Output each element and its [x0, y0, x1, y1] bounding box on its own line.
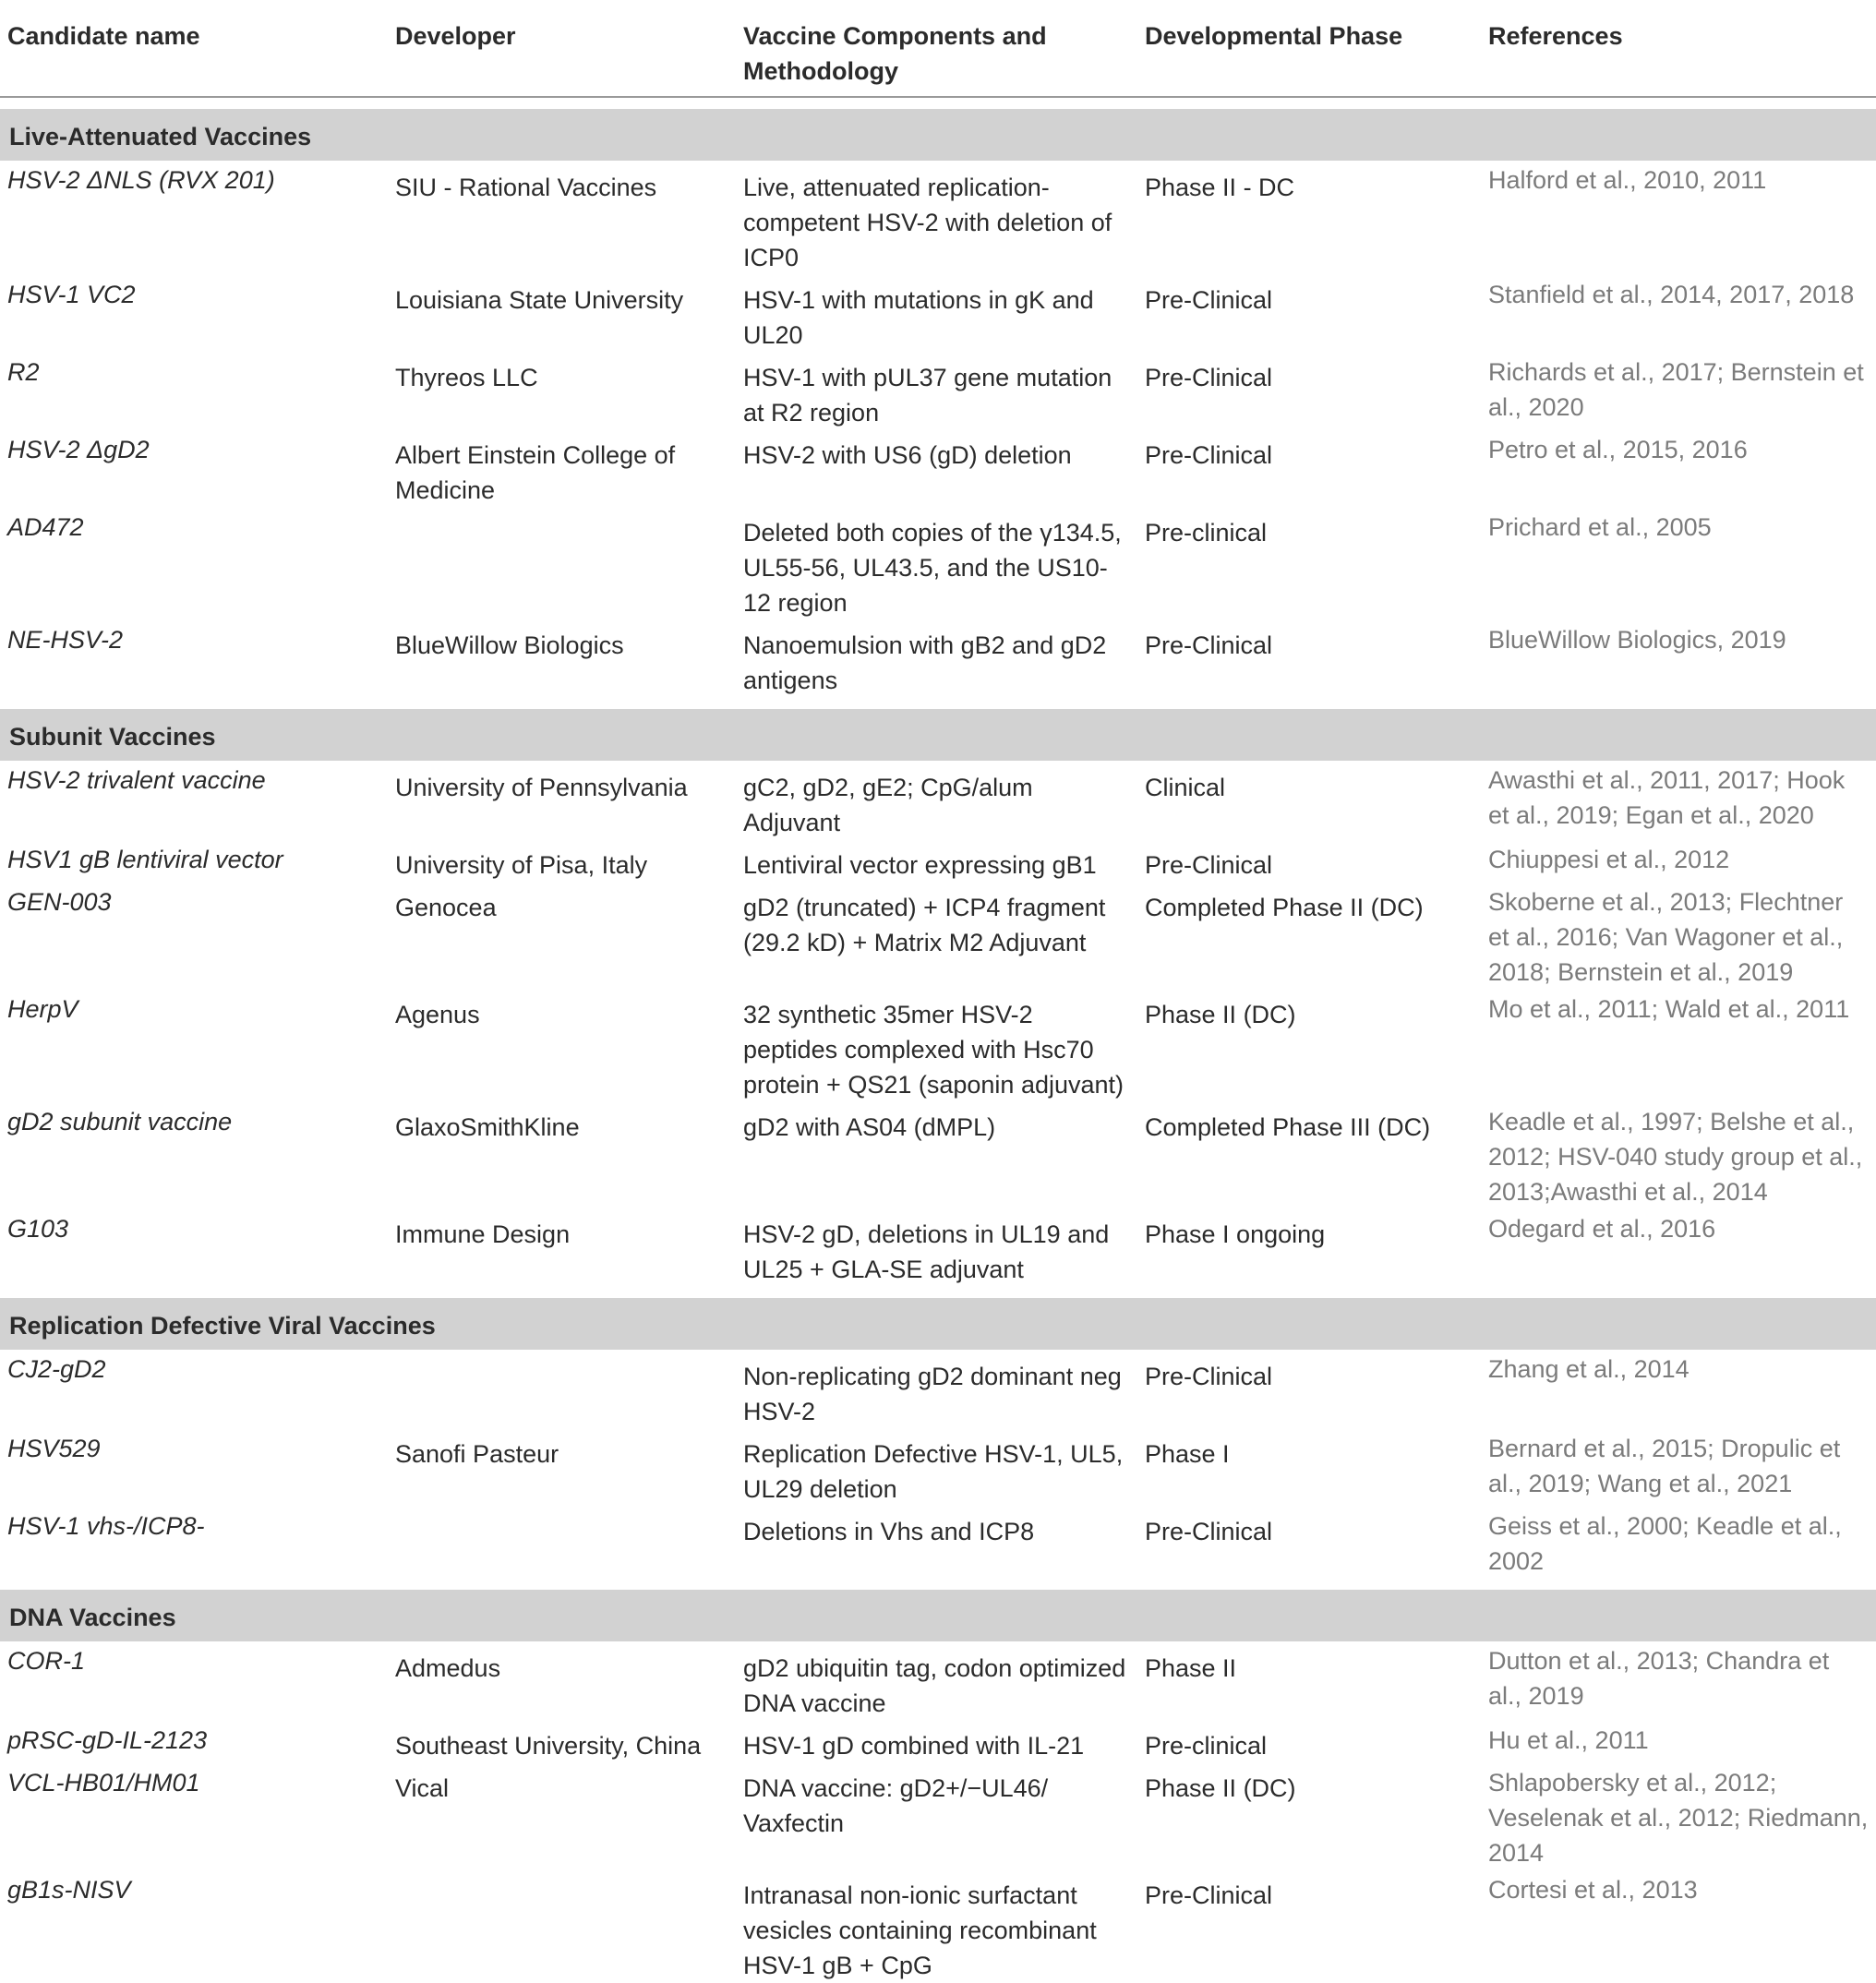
table-row [0, 1763, 1876, 1870]
table-row [0, 1429, 1876, 1507]
table-row [0, 1870, 1876, 1983]
section-header-row [0, 109, 1876, 161]
table-row [0, 840, 1876, 883]
table-row [0, 508, 1876, 620]
candidate-name-cell: R2 [7, 358, 40, 386]
header-candidate-name: Candidate name [0, 0, 388, 97]
candidate-name-cell: VCL-HB01/HM01 [7, 1769, 200, 1797]
candidate-name-cell: HSV-1 VC2 [7, 281, 136, 308]
header-phase: Developmental Phase [1137, 0, 1481, 97]
components-cell: Lentiviral vector expressing gB1 [743, 851, 1097, 879]
section-spacer [0, 1579, 1876, 1590]
spacer-cell [0, 698, 1876, 709]
table-row [0, 761, 1876, 840]
components-cell: DNA vaccine: gD2+/−UL46/ Vaxfectin [743, 1774, 1049, 1837]
components-cell: Replication Defective HSV-1, UL5, UL29 deletion [743, 1440, 1124, 1503]
candidate-name-cell: GEN-003 [7, 888, 112, 916]
references-cell: Stanfield et al., 2014, 2017, 2018 [1488, 281, 1855, 308]
table-row [0, 1641, 1876, 1721]
candidate-name-cell: G103 [7, 1215, 69, 1243]
developer-cell: Louisiana State University [395, 286, 684, 314]
table-row [0, 990, 1876, 1102]
references-cell: Bernard et al., 2015; Dropulic et al., 2019; Wang et al., 2021 [1488, 1435, 1841, 1497]
components-cell: Non-replicating gD2 dominant neg HSV-2 [743, 1363, 1122, 1425]
references-cell: Prichard et al., 2005 [1488, 513, 1712, 541]
header-developer: Developer [388, 0, 736, 97]
components-cell: gD2 with AS04 (dMPL) [743, 1113, 996, 1141]
references-cell: Cortesi et al., 2013 [1488, 1876, 1698, 1904]
phase-cell: Completed Phase II (DC) [1145, 894, 1424, 921]
phase-cell: Pre-Clinical [1145, 631, 1273, 659]
components-cell: HSV-2 gD, deletions in UL19 and UL25 + GLA-SE adjuvant [743, 1220, 1110, 1283]
header-references: References [1481, 0, 1876, 97]
references-cell: Geiss et al., 2000; Keadle et al., 2002 [1488, 1512, 1842, 1575]
candidate-name-cell: HSV-1 vhs-/ICP8- [7, 1512, 205, 1540]
phase-cell: Phase II (DC) [1145, 1774, 1296, 1802]
components-cell: Nanoemulsion with gB2 and gD2 antigens [743, 631, 1107, 694]
phase-cell: Clinical [1145, 774, 1226, 801]
developer-cell: University of Pisa, Italy [395, 851, 648, 879]
components-cell: HSV-1 with mutations in gK and UL20 [743, 286, 1094, 349]
section-title: Replication Defective Viral Vaccines [0, 1298, 1876, 1350]
phase-cell: Pre-Clinical [1145, 1881, 1273, 1909]
phase-cell: Phase I ongoing [1145, 1220, 1326, 1248]
references-cell: Keadle et al., 1997; Belshe et al., 2012; HSV-040 study group et al., 2013;Awasthi et al., 2014 [1488, 1108, 1863, 1206]
developer-cell: SIU - Rational Vaccines [395, 174, 657, 201]
phase-cell: Phase II (DC) [1145, 1001, 1296, 1028]
developer-cell [388, 1870, 736, 1983]
references-cell: Shlapobersky et al., 2012; Veselenak et al., 2012; Riedmann, 2014 [1488, 1769, 1869, 1867]
components-cell: gC2, gD2, gE2; CpG/alum Adjuvant [743, 774, 1033, 836]
candidate-name-cell: gB1s-NISV [7, 1876, 131, 1904]
candidate-name-cell: HSV-2 trivalent vaccine [7, 766, 266, 794]
developer-cell: Genocea [395, 894, 497, 921]
table-row [0, 430, 1876, 508]
candidate-name-cell: pRSC-gD-IL-2123 [7, 1726, 208, 1754]
developer-cell: University of Pennsylvania [395, 774, 688, 801]
candidate-name-cell: HerpV [7, 995, 78, 1023]
references-cell: Zhang et al., 2014 [1488, 1355, 1690, 1383]
developer-cell: Admedus [395, 1654, 501, 1682]
developer-cell [388, 508, 736, 620]
table-row [0, 161, 1876, 275]
phase-cell: Phase I [1145, 1440, 1230, 1468]
section-header-row [0, 709, 1876, 761]
phase-cell: Phase II - DC [1145, 174, 1295, 201]
section-title: Subunit Vaccines [0, 709, 1876, 761]
header-components: Vaccine Components and Methodology [736, 0, 1137, 97]
section-header-row [0, 1590, 1876, 1641]
phase-cell: Pre-Clinical [1145, 441, 1273, 469]
candidate-name-cell: HSV529 [7, 1435, 101, 1462]
references-cell: Dutton et al., 2013; Chandra et al., 2019 [1488, 1647, 1830, 1710]
components-cell: HSV-1 with pUL37 gene mutation at R2 region [743, 364, 1112, 427]
table-row [0, 1721, 1876, 1763]
developer-cell: Vical [395, 1774, 450, 1802]
candidate-name-cell: gD2 subunit vaccine [7, 1108, 233, 1136]
components-cell: Intranasal non-ionic surfactant vesicles containing recombinant HSV-1 gB + CpG [743, 1881, 1097, 1979]
phase-cell: Pre-clinical [1145, 1732, 1268, 1760]
candidate-name-cell: HSV1 gB lentiviral vector [7, 846, 283, 873]
components-cell: 32 synthetic 35mer HSV-2 peptides complexed with Hsc70 protein + QS21 (saponin adjuvant) [743, 1001, 1124, 1099]
phase-cell: Completed Phase III (DC) [1145, 1113, 1431, 1141]
table-row [0, 1507, 1876, 1579]
references-cell: Hu et al., 2011 [1488, 1726, 1649, 1754]
components-cell: HSV-2 with US6 (gD) deletion [743, 441, 1072, 469]
phase-cell: Pre-Clinical [1145, 1518, 1273, 1545]
phase-cell: Pre-Clinical [1145, 364, 1273, 391]
developer-cell: GlaxoSmithKline [395, 1113, 580, 1141]
developer-cell: Albert Einstein College of Medicine [395, 441, 676, 504]
references-cell: Petro et al., 2015, 2016 [1488, 436, 1748, 463]
spacer-cell [0, 1579, 1876, 1590]
components-cell: Deletions in Vhs and ICP8 [743, 1518, 1035, 1545]
components-cell: HSV-1 gD combined with IL-21 [743, 1732, 1085, 1760]
components-cell: Live, attenuated replication-competent HSV-2 with deletion of ICP0 [743, 174, 1112, 271]
references-cell: Halford et al., 2010, 2011 [1488, 166, 1767, 194]
references-cell: Odegard et al., 2016 [1488, 1215, 1716, 1243]
components-cell: Deleted both copies of the γ134.5, UL55-56, UL43.5, and the US10-12 region [743, 519, 1122, 617]
developer-cell: Immune Design [395, 1220, 571, 1248]
phase-cell: Phase II [1145, 1654, 1237, 1682]
developer-cell: Agenus [395, 1001, 480, 1028]
table-body [0, 97, 1876, 1983]
references-cell: Mo et al., 2011; Wald et al., 2011 [1488, 995, 1850, 1023]
references-cell: Skoberne et al., 2013; Flechtner et al., 2016; Van Wagoner et al., 2018; Bernstein et al., 2019 [1488, 888, 1844, 986]
developer-cell: Sanofi Pasteur [395, 1440, 559, 1468]
candidate-name-cell: AD472 [7, 513, 84, 541]
table-header [0, 0, 1876, 97]
developer-cell: BlueWillow Biologics [395, 631, 624, 659]
table-row [0, 1102, 1876, 1209]
candidate-name-cell: HSV-2 ΔNLS (RVX 201) [7, 166, 275, 194]
references-cell: BlueWillow Biologics, 2019 [1488, 626, 1786, 654]
components-cell: gD2 ubiquitin tag, codon optimized DNA vaccine [743, 1654, 1126, 1717]
section-header-row [0, 1298, 1876, 1350]
references-cell: Chiuppesi et al., 2012 [1488, 846, 1730, 873]
candidate-name-cell: HSV-2 ΔgD2 [7, 436, 150, 463]
spacer-cell [0, 97, 1876, 109]
table-row [0, 353, 1876, 430]
section-spacer [0, 97, 1876, 109]
section-title: Live-Attenuated Vaccines [0, 109, 1876, 161]
developer-cell [388, 1350, 736, 1429]
table-row [0, 1209, 1876, 1287]
developer-cell: Southeast University, China [395, 1732, 702, 1760]
components-cell: gD2 (truncated) + ICP4 fragment (29.2 kD) + Matrix M2 Adjuvant [743, 894, 1106, 956]
candidate-name-cell: NE-HSV-2 [7, 626, 124, 654]
spacer-cell [0, 1287, 1876, 1298]
table-row [0, 620, 1876, 698]
phase-cell: Pre-clinical [1145, 519, 1268, 547]
candidate-name-cell: COR-1 [7, 1647, 86, 1675]
developer-cell [388, 1507, 736, 1579]
header-row [0, 0, 1876, 97]
references-cell: Richards et al., 2017; Bernstein et al., 2020 [1488, 358, 1864, 421]
phase-cell: Pre-Clinical [1145, 851, 1273, 879]
section-spacer [0, 1287, 1876, 1298]
phase-cell: Pre-Clinical [1145, 286, 1273, 314]
section-spacer [0, 698, 1876, 709]
table-row [0, 883, 1876, 990]
references-cell: Awasthi et al., 2011, 2017; Hook et al., 2019; Egan et al., 2020 [1488, 766, 1846, 829]
developer-cell: Thyreos LLC [395, 364, 538, 391]
table-row [0, 1350, 1876, 1429]
phase-cell: Pre-Clinical [1145, 1363, 1273, 1390]
candidate-name-cell: CJ2-gD2 [7, 1355, 106, 1383]
section-title: DNA Vaccines [0, 1590, 1876, 1641]
table-row [0, 275, 1876, 353]
